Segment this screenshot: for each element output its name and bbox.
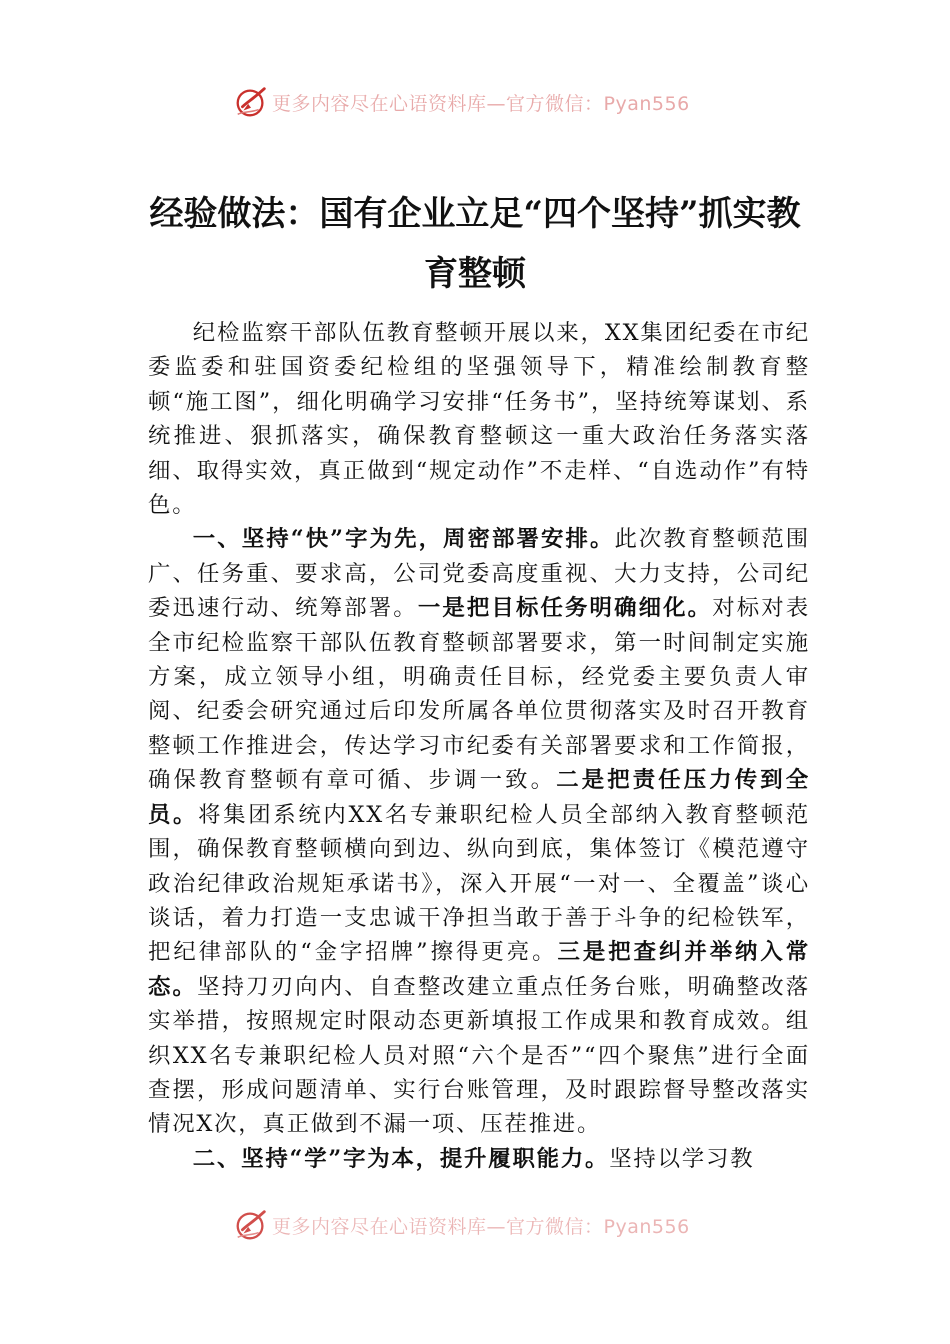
page-title: 经验做法：国有企业立足“四个坚持”抓实教育整顿 bbox=[149, 194, 801, 294]
text-run: 将集团系统内XX名专兼职纪检人员全部纳入教育整顿范围，确保教育整顿横向到边、纵向到底，集体签订《模范遵守政治纪律政治规矩承诺书》，深入开展“一对一、全覆盖”谈心谈话，着力打造一支忠诚干净担当敢于善于斗争的纪检铁军，把纪律部队的“金字招牌”擦得更亮。 bbox=[148, 801, 810, 966]
body-paragraph bbox=[148, 522, 810, 1141]
bold-heading-run: 二是把责任压力传到全员。 bbox=[148, 767, 811, 828]
text-run: 纪检监察干部队伍教育整顿开展以来，XX集团纪委在市纪委监委和驻国资委纪检组的坚强领导下，精准绘制教育整顿“施工图”，细化明确学习安排“任务书”，坚持统筹谋划、系统推进、狠抓落实，确保教育整顿这一重大政治任务落实落细、取得实效，真正做到“规定动作”不走样、“自选动作”有特色。 bbox=[148, 320, 810, 519]
document-body bbox=[148, 316, 810, 1176]
watermark-top bbox=[0, 82, 950, 122]
bold-heading-run: 一是把目标任务明确细化。 bbox=[417, 595, 713, 622]
text-run: 对标对表全市纪检监察干部队伍教育整顿部署要求，第一时间制定实施方案，成立领导小组，明确责任目标，经党委主要负责人审阅、纪委会研究通过后印发所属各单位贯彻落实及时召开教育整顿工作推进会，传达学习市纪委有关部署要求和工作简报，确保教育整顿有章可循、步调一致。 bbox=[148, 595, 810, 794]
text-run: 此次教育整顿范围广、任务重、要求高，公司党委高度重视、大力支持，公司纪委迅速行动、统筹部署。 bbox=[148, 526, 810, 622]
watermark-text: 更多内容尽在心语资料库—官方微信：Pyan556 bbox=[272, 92, 690, 115]
body-paragraph bbox=[148, 316, 810, 522]
text-run: 坚持以学习教 bbox=[609, 1145, 755, 1172]
pen-logo-icon bbox=[232, 1206, 270, 1244]
pen-logo-icon bbox=[232, 83, 270, 121]
bold-heading-run: 二、坚持“学”字为本，提升履职能力。 bbox=[192, 1145, 610, 1172]
bold-heading-run: 一、坚持“快”字为先，周密部署安排。 bbox=[192, 526, 615, 553]
text-run: 坚持刀刃向内、自查整改建立重点任务台账，明确整改落实举措，按照规定时限动态更新填报工作成果和教育成效。组织XX名专兼职纪检人员对照“六个是否”“四个聚焦”进行全面查摆，形成问题清单、实行台账管理，及时跟踪督导整改落实情况X次，真正做到不漏一项、压茬推进。 bbox=[148, 973, 810, 1138]
body-paragraph bbox=[148, 1142, 810, 1176]
watermark-bottom bbox=[0, 1205, 950, 1245]
bold-heading-run: 三是把查纠并举纳入常态。 bbox=[148, 939, 810, 1000]
watermark-text: 更多内容尽在心语资料库—官方微信：Pyan556 bbox=[272, 1215, 690, 1238]
